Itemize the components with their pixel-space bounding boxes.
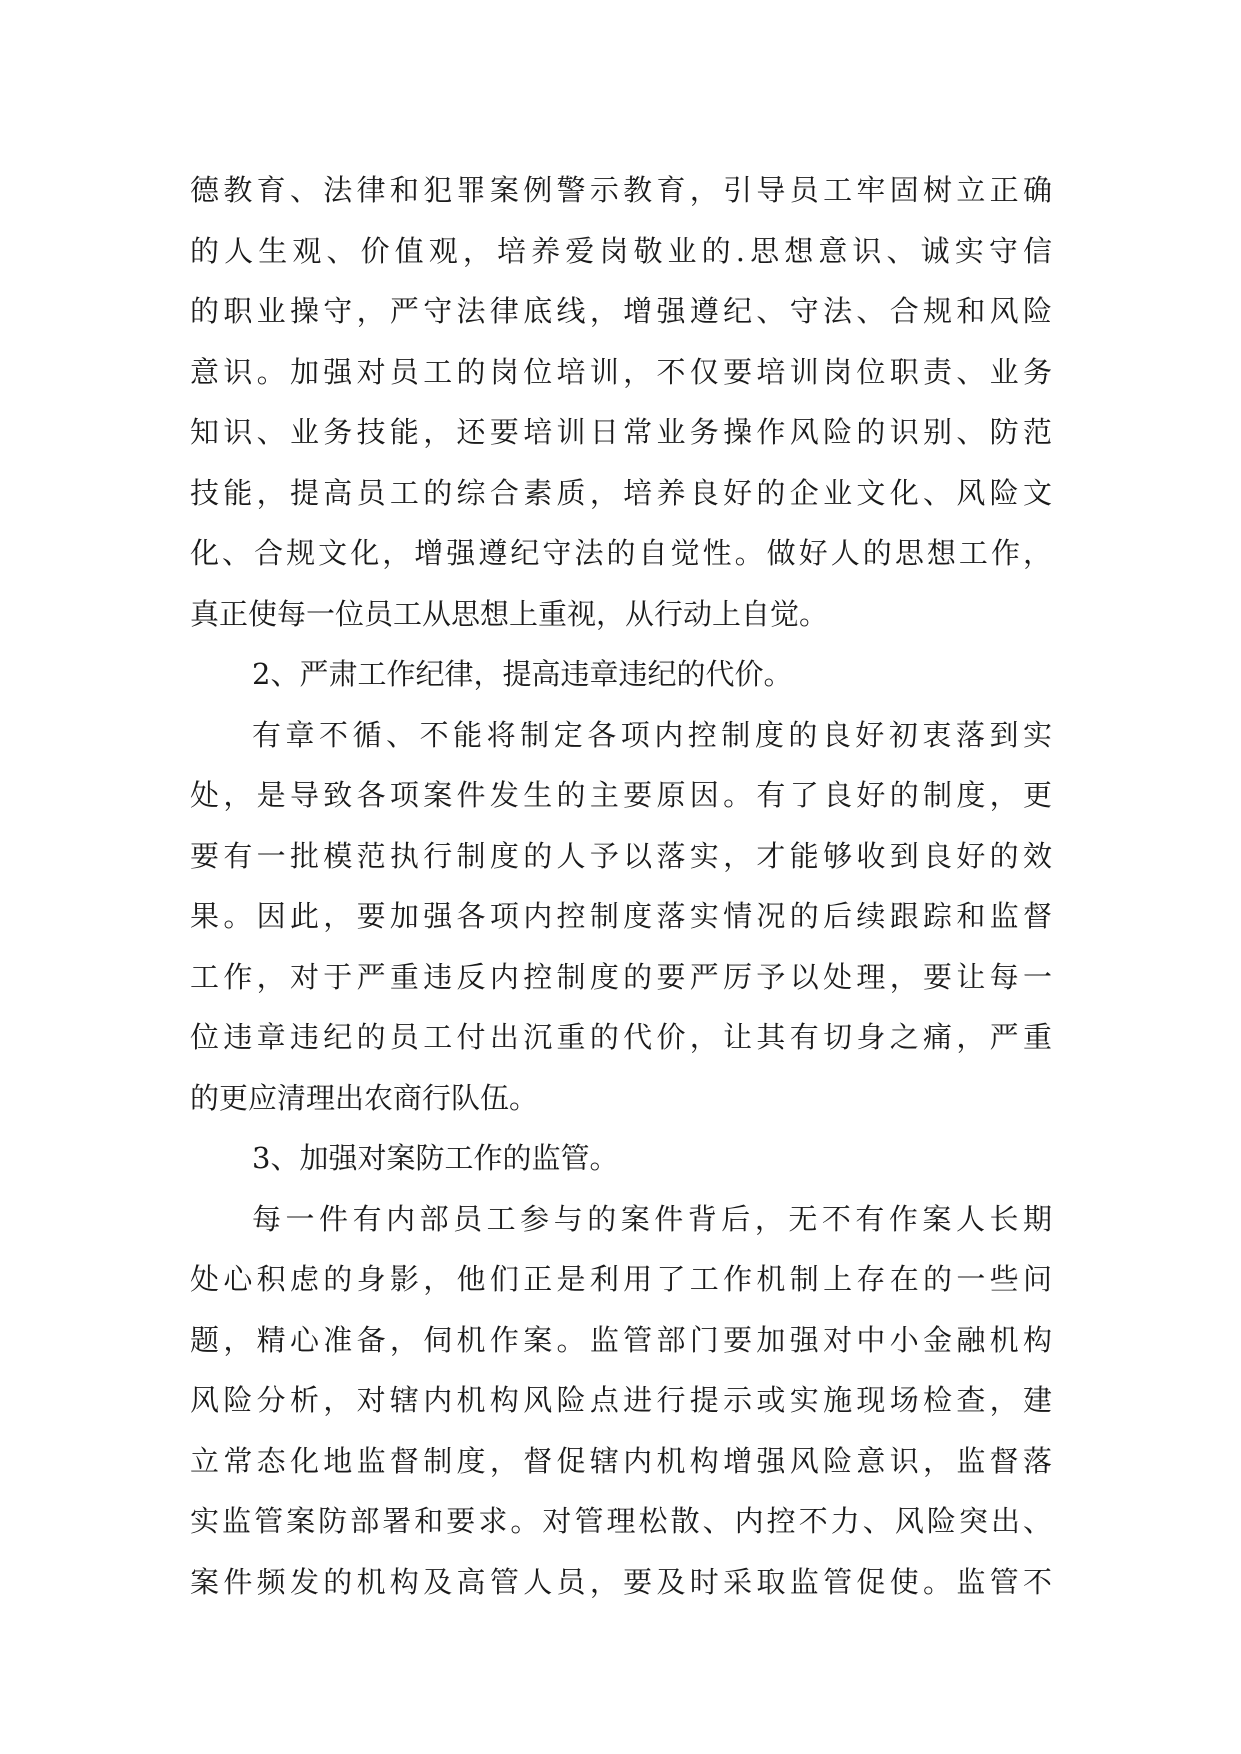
body-text-line: 工作，对于严重违反内控制度的要严厉予以处理，要让每一 (190, 959, 1052, 994)
body-text-line: 果。因此，要加强各项内控制度落实情况的后续跟踪和监督 (190, 899, 1052, 933)
body-text-line: 要有一批模范执行制度的人予以落实，才能够收到良好的效 (190, 838, 1052, 873)
section-heading-2: 2、严肃工作纪律，提高违章违纪的代价。 (252, 657, 793, 691)
paragraph-end-line: 真正使每一位员工从思想上重视，从行动上自觉。 (190, 596, 829, 631)
section-heading-3: 3、加强对案防工作的监管。 (252, 1141, 619, 1175)
body-text-line: 实监管案防部署和要求。对管理松散、内控不力、风险突出、 (190, 1504, 1052, 1538)
body-text-line: 处，是导致各项案件发生的主要原因。有了良好的制度，更 (190, 778, 1052, 812)
body-text-line: 处心积虑的身影，他们正是利用了工作机制上存在的一些问 (190, 1262, 1052, 1296)
body-text-line: 技能，提高员工的综合素质，培养良好的企业文化、风险文 (190, 475, 1052, 510)
body-text-line: 位违章违纪的员工付出沉重的代价，让其有切身之痛，严重 (190, 1020, 1052, 1054)
body-text-line: 风险分析，对辖内机构风险点进行提示或实施现场检查，建 (190, 1383, 1052, 1417)
body-text-line: 的人生观、价值观，培养爱岗敬业的.思想意识、诚实守信 (190, 233, 1052, 268)
body-text-line: 知识、业务技能，还要培训日常业务操作风险的识别、防范 (190, 415, 1052, 449)
body-text-line: 题，精心准备，伺机作案。监管部门要加强对中小金融机构 (190, 1322, 1052, 1357)
body-text-line: 德教育、法律和犯罪案例警示教育，引导员工牢固树立正确 (190, 173, 1052, 207)
body-text-line: 化、合规文化，增强遵纪守法的自觉性。做好人的思想工作， (190, 536, 1052, 570)
paragraph-first-line: 有章不循、不能将制定各项内控制度的良好初衷落到实 (252, 717, 1052, 752)
body-text-line: 案件频发的机构及高管人员，要及时采取监管促使。监管不 (190, 1564, 1052, 1599)
document-body (190, 160, 1052, 1612)
body-text-line: 意识。加强对员工的岗位培训，不仅要培训岗位职责、业务 (190, 354, 1052, 389)
paragraph-first-line: 每一件有内部员工参与的案件背后，无不有作案人长期 (252, 1201, 1052, 1236)
body-text-line: 立常态化地监督制度，督促辖内机构增强风险意识，监督落 (190, 1443, 1052, 1478)
paragraph-end-line: 的更应清理出农商行队伍。 (190, 1080, 539, 1115)
body-text-line: 的职业操守，严守法律底线，增强遵纪、守法、合规和风险 (190, 294, 1052, 328)
